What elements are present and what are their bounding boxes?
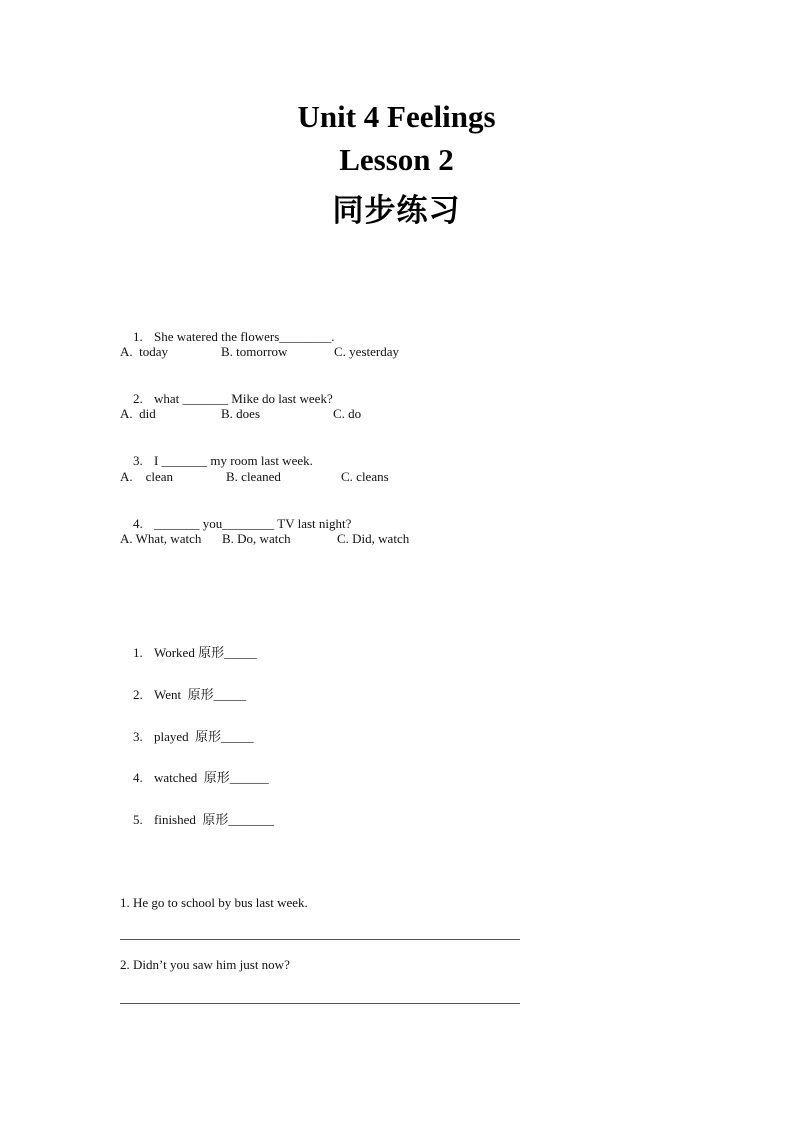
option-a: A. clean [120,469,174,484]
question-1-options [120,344,520,360]
correction-item-2: 2. Didn’t you saw him just now? [120,957,290,972]
question-text: She watered the flowers________. [154,329,335,344]
option-b: B. Do, watch [222,531,291,546]
item-text: Worked 原形_____ [154,645,257,660]
title-unit: Unit 4 Feelings [297,99,496,134]
question-text: what _______ Mike do last week? [154,391,333,406]
question-number: 1. [133,329,143,344]
option-a: A. What, watch [120,531,202,546]
title-lesson: Lesson 2 [339,142,454,177]
base-form-item-2 [120,671,246,719]
correction-item-1: 1. He go to school by bus last week. [120,895,308,910]
question-4-options [120,531,520,547]
question-2-options [120,406,520,422]
option-a: A. today [120,344,169,359]
question-number: 2. [133,391,143,406]
item-number: 3. [133,729,143,744]
option-c: C. cleans [341,469,389,484]
question-3-options [120,469,520,485]
option-b: B. tomorrow [221,344,288,359]
answer-line-1[interactable] [120,939,520,940]
title-practice: 同步练习 [332,193,461,229]
item-text: Went 原形_____ [154,687,247,702]
item-number: 5. [133,812,143,827]
base-form-item-5 [120,796,274,844]
option-c: C. do [333,406,362,421]
option-b: B. cleaned [226,469,281,484]
option-c: C. Did, watch [337,531,410,546]
question-text: _______ you________ TV last night? [154,516,352,531]
item-number: 1. [133,645,143,660]
question-number: 4. [133,516,143,531]
question-text: I _______ my room last week. [154,453,313,468]
item-text: finished 原形_______ [154,812,274,827]
option-a: A. did [120,406,156,421]
question-number: 3. [133,453,143,468]
item-number: 2. [133,687,143,702]
item-number: 4. [133,770,143,785]
option-c: C. yesterday [334,344,399,359]
answer-line-2[interactable] [120,1003,520,1004]
base-form-item-4 [120,754,269,802]
item-text: played 原形_____ [154,729,254,744]
base-form-item-1 [120,629,257,677]
item-text: watched 原形______ [154,770,269,785]
option-b: B. does [221,406,260,421]
